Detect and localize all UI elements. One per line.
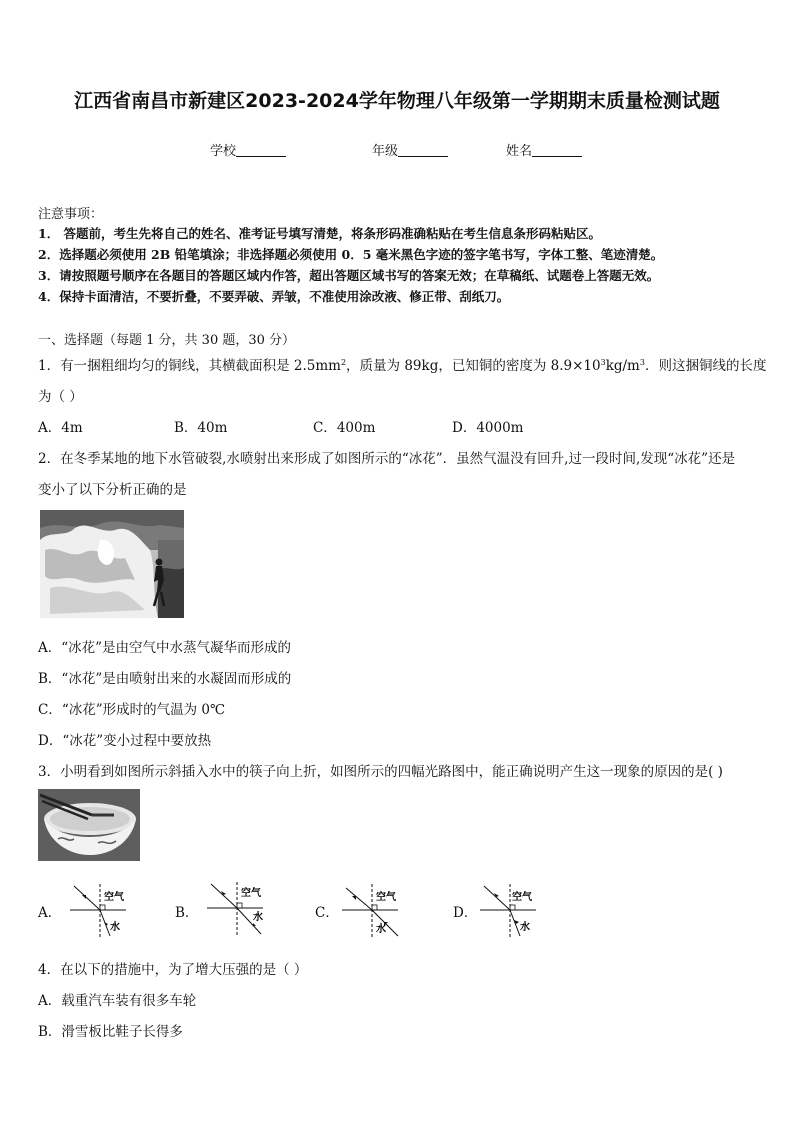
- notice-heading: 注意事项：: [38, 207, 104, 222]
- q1-sup-1: 2: [340, 358, 347, 367]
- q4-stem: 4．在以下的措施中，为了增大压强的是（ ）: [38, 962, 308, 978]
- q1-text-c: kg/m: [605, 358, 640, 374]
- name-field[interactable]: [506, 140, 582, 159]
- air-label-c: 空气: [376, 892, 396, 903]
- q1-text-d: ．则这捆铜线的长度: [644, 358, 767, 374]
- q1-option-a[interactable]: A．4m: [38, 420, 83, 436]
- water-label-a: 水: [110, 922, 120, 933]
- q3-option-d[interactable]: D．: [453, 905, 478, 921]
- q1-sup-2: 3: [600, 358, 606, 367]
- q3-option-a[interactable]: A．: [38, 905, 62, 921]
- water-label-b: 水: [253, 912, 263, 923]
- q1-option-b[interactable]: B．40m: [174, 420, 228, 436]
- light-path-diagram-c: [336, 880, 408, 940]
- q3-option-b[interactable]: B．: [175, 905, 199, 921]
- q2-stem-line2: 变小了以下分析正确的是: [38, 482, 187, 498]
- water-label-d: 水: [520, 922, 530, 933]
- light-path-diagram-d: [474, 880, 546, 940]
- notice-item-3: 3．请按照题号顺序在各题目的答题区域内作答，超出答题区域书写的答案无效；在草稿纸、试题卷上答题无效。: [38, 268, 660, 283]
- q3-stem: 3．小明看到如图所示斜插入水中的筷子向上折，如图所示的四幅光路图中，能正确说明产生这一现象的原因的是( ): [38, 764, 723, 780]
- q4-option-b[interactable]: B．滑雪板比鞋子长得多: [38, 1024, 183, 1040]
- q2-stem: 2．在冬季某地的地下水管破裂,水喷射出来形成了如图所示的“冰花”．虽然气温没有回升,过一段时间,发现“冰花”还是: [38, 451, 736, 467]
- q1-stem: [38, 354, 766, 374]
- q1-text-a: 1．有一捆粗细均匀的铜线，其横截面积是 2.5mm: [38, 358, 341, 374]
- q3-option-c[interactable]: C．: [315, 905, 339, 921]
- school-blank[interactable]: [236, 144, 286, 157]
- air-label-b: 空气: [241, 888, 261, 899]
- q2-option-b[interactable]: B．“冰花”是由喷射出来的水凝固而形成的: [38, 671, 292, 687]
- air-label-a: 空气: [104, 892, 124, 903]
- notice-item-1: 1． 答题前，考生先将自己的姓名、准考证号填写清楚，将条形码准确粘贴在考生信息条形码粘贴区。: [38, 226, 602, 241]
- q4-option-a[interactable]: A．载重汽车装有很多车轮: [38, 993, 197, 1009]
- water-label-c: 水: [376, 924, 386, 935]
- q2-option-c[interactable]: C．“冰花”形成时的气温为 0℃: [38, 702, 226, 718]
- name-blank[interactable]: [532, 144, 582, 157]
- chopsticks-bowl-photo: [38, 789, 140, 861]
- q1-sup-3: 3: [639, 358, 645, 367]
- school-field[interactable]: [210, 140, 286, 159]
- q1-option-c[interactable]: C．400m: [313, 420, 376, 436]
- q2-option-d[interactable]: D．“冰花”变小过程中要放热: [38, 733, 212, 749]
- q1-option-d[interactable]: D．4000m: [452, 420, 524, 436]
- ice-flower-photo: [40, 510, 184, 618]
- notice-item-4: 4．保持卡面清洁，不要折叠，不要弄破、弄皱，不准使用涂改液、修正带、刮纸刀。: [38, 289, 510, 304]
- name-label: 姓名: [506, 144, 533, 159]
- notice-item-2: 2．选择题必须使用 2B 铅笔填涂；非选择题必须使用 0．5 毫米黑色字迹的签字笔书写，字体工整、笔迹清楚。: [38, 247, 664, 262]
- page-title: 江西省南昌市新建区2023-2024学年物理八年级第一学期期末质量检测试题: [74, 90, 720, 112]
- q1-stem-line2: 为（ ）: [38, 389, 83, 405]
- light-path-diagram-b: [201, 878, 273, 938]
- q1-text-b: ，质量为 89kg，已知铜的密度为 8.9×10: [346, 358, 601, 374]
- school-label: 学校: [210, 144, 237, 159]
- grade-field[interactable]: [372, 140, 448, 159]
- q2-option-a[interactable]: A．“冰花”是由空气中水蒸气凝华而形成的: [38, 640, 292, 656]
- section-heading: 一、选择题（每题 1 分，共 30 题，30 分）: [38, 333, 296, 348]
- air-label-d: 空气: [512, 892, 532, 903]
- light-path-diagram-a: [64, 880, 136, 940]
- grade-blank[interactable]: [398, 144, 448, 157]
- grade-label: 年级: [372, 144, 399, 159]
